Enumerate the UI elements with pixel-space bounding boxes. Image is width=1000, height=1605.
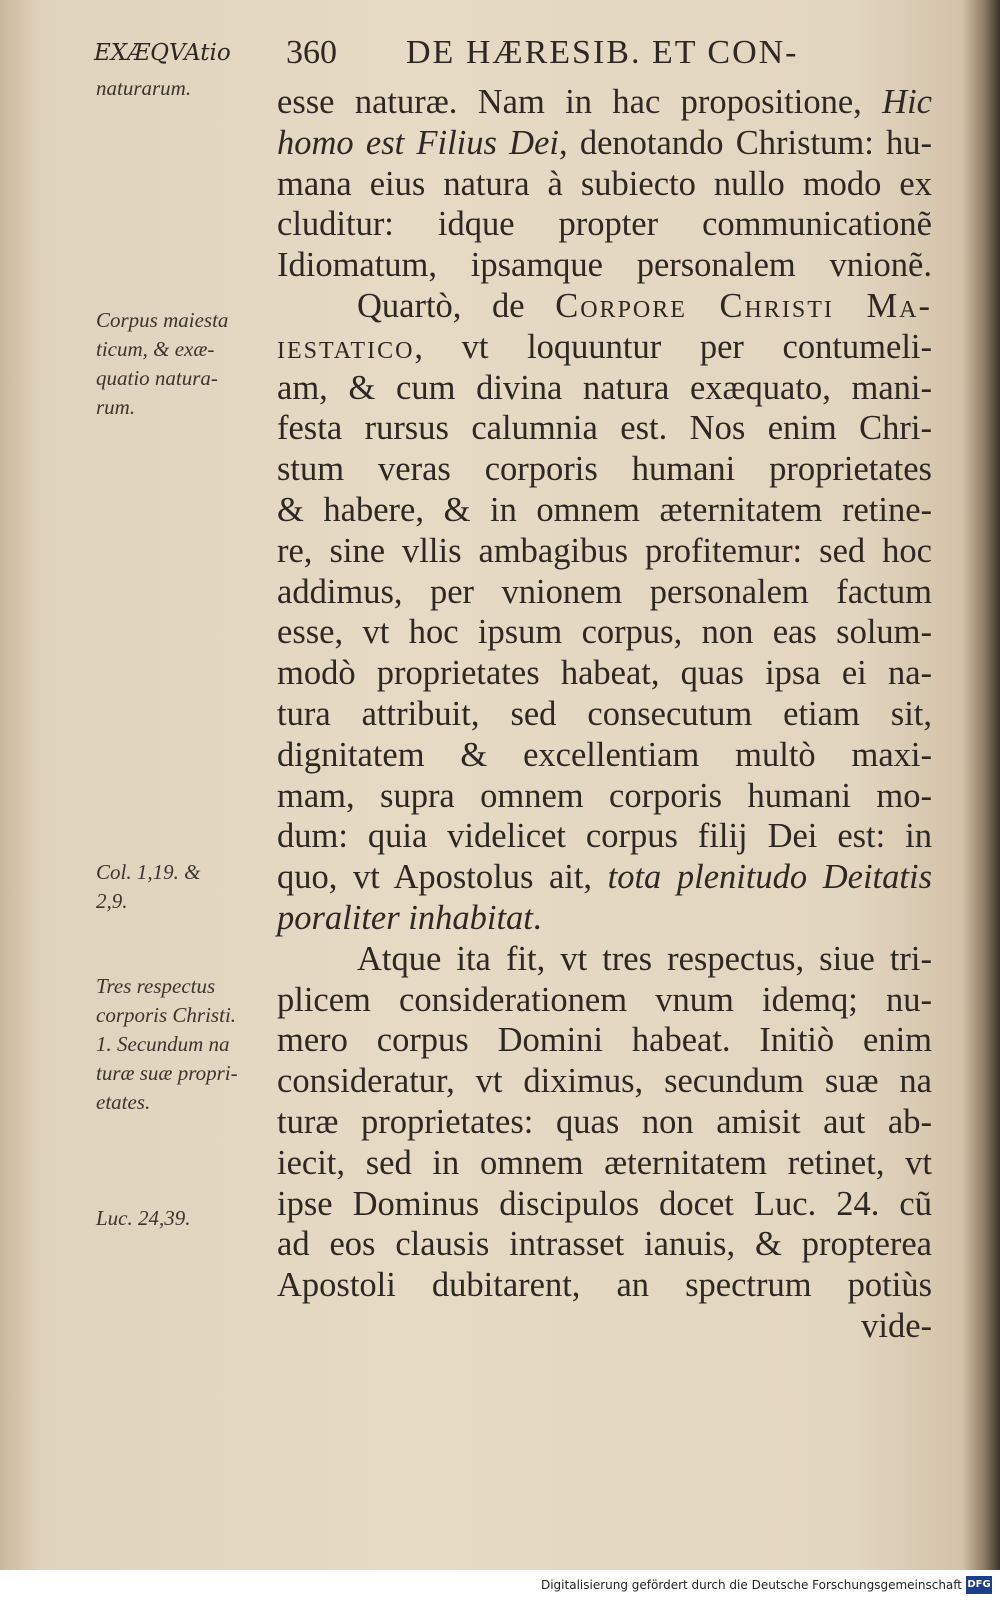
text-line: mam, supra omnem corporis humani mo- (277, 776, 932, 815)
text-line: consideratur, vt diximus, secundum suæ na (277, 1062, 932, 1101)
text-line: modò proprietates habeat, quas ipsa ei na- (277, 654, 932, 693)
text-line: esse, vt hoc ipsum corpus, non eas solum- (277, 613, 932, 652)
margin-note-col-reference (96, 858, 271, 916)
text-line: iecit, sed in omnem æternitatem retinet, vt (277, 1143, 932, 1182)
paragraph-start-line: Atque ita fit, vt tres respectus, siue tri- (357, 939, 932, 978)
margin-note-line: quatio natura- (96, 366, 218, 390)
text-line: plicem considerationem vnum idemq; nu- (277, 980, 932, 1019)
text-line: quo, vt Apostolus ait, tota plenitudo Deitatis (277, 858, 932, 897)
text-line: homo est Filius Dei, denotando Christum: hu- (277, 123, 932, 162)
margin-note-luc-reference (96, 1204, 271, 1233)
text-line: iestatico, vt loquuntur per contumeli- (277, 327, 932, 366)
margin-note-line: Col. 1,19. & (96, 860, 201, 884)
margin-note-line: turæ suæ propri- (96, 1061, 238, 1085)
margin-note-line: rum. (96, 395, 136, 419)
header-marginal-note: EXÆQVAtio (94, 40, 231, 66)
text-line: cluditur: idque propter communicationẽ (277, 205, 932, 244)
page-header (88, 30, 930, 80)
margin-note-line: Tres respectus (96, 974, 216, 998)
text-line: dum: quia videlicet corpus filij Dei est: in (277, 817, 932, 856)
margin-note-naturarum (96, 74, 271, 103)
page-edge-shadow (962, 0, 1000, 1570)
text-line: dignitatem & excellentiam multò maxi- (277, 735, 932, 774)
margin-note-line: 2,9. (96, 889, 128, 913)
margin-note-line: etates. (96, 1090, 151, 1114)
text-line: tura attribuit, sed consecutum etiam sit, (277, 694, 932, 733)
text-line: Apostoli dubitarent, an spectrum potiùs (277, 1266, 932, 1305)
text-line: & habere, & in omnem æternitatem retine- (277, 490, 932, 529)
dfg-logo: DFG (966, 1576, 992, 1594)
text-line: mero corpus Domini habeat. Initiò enim (277, 1021, 932, 1060)
margin-note-line: 1. Secundum na (96, 1032, 230, 1056)
margin-note-line: Luc. 24,39. (96, 1206, 191, 1230)
margin-note-tres-respectus (96, 972, 271, 1117)
margin-note-line: naturarum. (96, 76, 192, 100)
margin-note-corpus-maiestaticum (96, 306, 271, 422)
page-number: 360 (286, 34, 337, 71)
text-line: esse naturæ. Nam in hac propositione, Hic (277, 83, 932, 121)
text-line: am, & cum divina natura exæquato, mani- (277, 368, 932, 407)
catchword: vide- (861, 1306, 932, 1345)
digitization-footer (0, 1570, 1000, 1605)
text-line: addimus, per vnionem personalem factum (277, 572, 932, 611)
margin-note-line: corporis Christi. (96, 1003, 237, 1027)
text-line: ipse Dominus discipulos docet Luc. 24. cũ (277, 1184, 932, 1223)
text-line: turæ proprietates: quas non amisit aut ab- (277, 1102, 932, 1141)
main-text-block (277, 82, 932, 1347)
funding-credit: Digitalisierung gefördert durch die Deutsche Forschungsgemeinschaft (540, 1578, 962, 1592)
text-line: re, sine vllis ambagibus profitemur: sed hoc (277, 531, 932, 570)
text-line: ad eos clausis intrasset ianuis, & propterea (277, 1225, 932, 1264)
text-line: mana eius natura à subiecto nullo modo ex (277, 164, 932, 203)
text-line: festa rursus calumnia est. Nos enim Chri- (277, 409, 932, 448)
text-line: Idiomatum, ipsamque personalem vnionẽ. (277, 246, 932, 285)
margin-note-line: Corpus maiesta (96, 308, 229, 332)
text-line: poraliter inhabitat. (277, 898, 542, 937)
running-head: DE HÆRESIB. ET CON- (406, 34, 799, 71)
text-line: stum veras corporis humani proprietates (277, 450, 932, 489)
margin-note-line: ticum, & exæ- (96, 337, 215, 361)
paragraph-start-line: Quartò, de Corpore Christi Ma- (357, 286, 932, 325)
